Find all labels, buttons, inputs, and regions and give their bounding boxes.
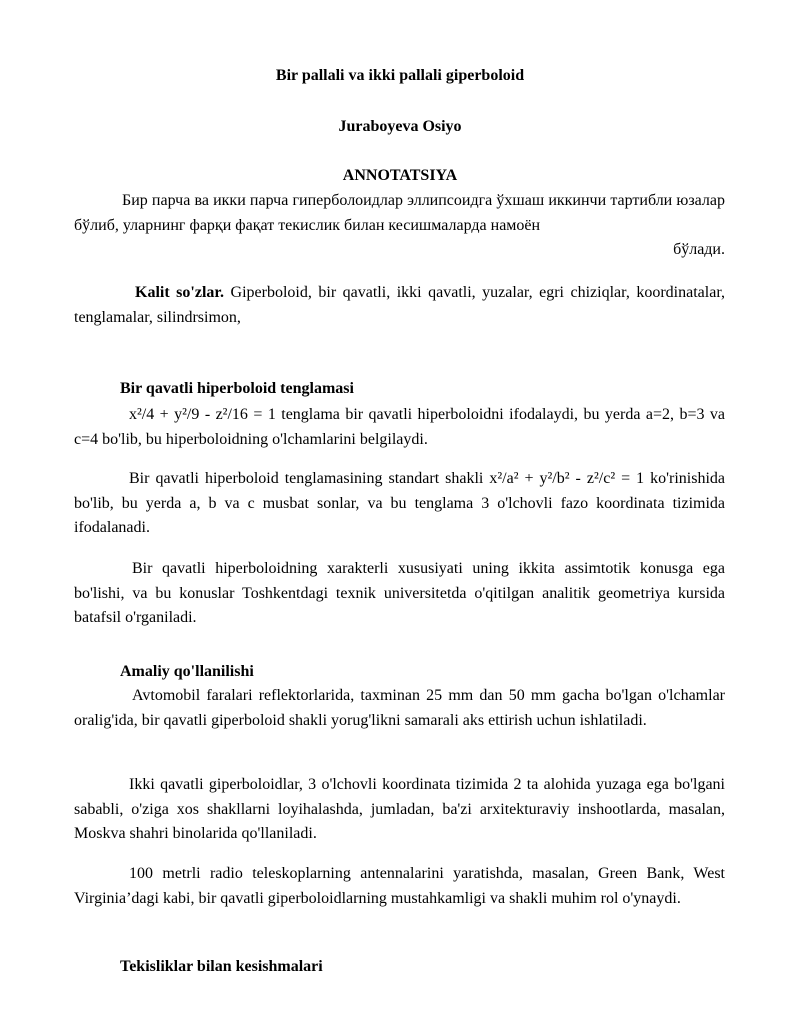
section-heading-applications: Amaliy qo'llanilishi — [120, 663, 254, 680]
section-heading-intersections: Tekisliklar bilan kesishmalari — [120, 958, 323, 975]
section2-paragraph-2: Ikki qavatli giperboloidlar, 3 o'lchovli koordinata tizimida 2 ta alohida yuzaga ega bo'lgani sababli, o'ziga xos shakllarni loyihalashda, jumladan, ba'zi arxitekturaviy inshootlarda, masalan, Moskva shahri binolarida qo'llaniladi. — [74, 776, 725, 842]
annotation-paragraph — [74, 189, 725, 238]
section2-paragraph-3: 100 metrli radio teleskoplarning antennalarini yaratishda, masalan, Green Bank, West Virginia’dagi kabi, bir qavatli giperboloidlarning mustahkamligi va shakli muhim rol o'ynaydi. — [74, 865, 725, 907]
annotation-text-end: бўлади. — [673, 241, 725, 258]
annotation-heading: ANNOTATSIYA — [342, 167, 458, 184]
section1-paragraph-1: x²/4 + y²/9 - z²/16 = 1 tenglama bir qavatli hiperboloidni ifodalaydi, bu yerda a=2, b=3 va c=4 bo'lib, bu hiperboloidning o'lchamlarini belgilaydi. — [74, 406, 725, 448]
section2-paragraph-1: Avtomobil faralari reflektorlarida, taxminan 25 mm dan 50 mm gacha bo'lgan o'lchamlar oralig'ida, bir qavatli giperboloid shakli yorug'likni samarali aks ettirish uchun ishlatiladi. — [74, 687, 725, 729]
section-heading-equation: Bir qavatli hiperboloid tenglamasi — [120, 380, 354, 397]
section1-paragraph-3: Bir qavatli hiperboloidning xarakterli xususiyati uning ikkita assimtotik konusga ega bo'lishi, va bu konuslar Toshkentdagi texnik universitetda o'qitilgan analitik geometriya kursida batafsil o'rganiladi. — [74, 560, 725, 626]
keywords-text: Giperboloid, bir qavatli, ikki qavatli, yuzalar, egri chiziqlar, koordinatalar, tenglamalar, silindrsimon, — [74, 284, 726, 326]
section1-paragraph-2: Bir qavatli hiperboloid tenglamasining standart shakli x²/a² + y²/b² - z²/c² = 1 ko'rinishida bo'lib, bu yerda a, b va c musbat sonlar, va bu tenglama 3 o'lchovli fazo koordinata tizimida ifodalanadi. — [74, 470, 725, 536]
keywords-label: Kalit so'zlar. — [135, 284, 225, 301]
document-title: Bir pallali va ikki pallali giperboloid — [275, 67, 525, 84]
annotation-text: Бир парча ва икки парча гиперболоидлар эллипсоидга ўхшаш иккинчи тартибли юзалар бўлиб, уларнинг фарқи фақат текислик билан кесишмаларда намоён — [74, 192, 725, 234]
keywords-paragraph — [74, 281, 725, 330]
author-name: Juraboyeva Osiyo — [338, 118, 462, 135]
